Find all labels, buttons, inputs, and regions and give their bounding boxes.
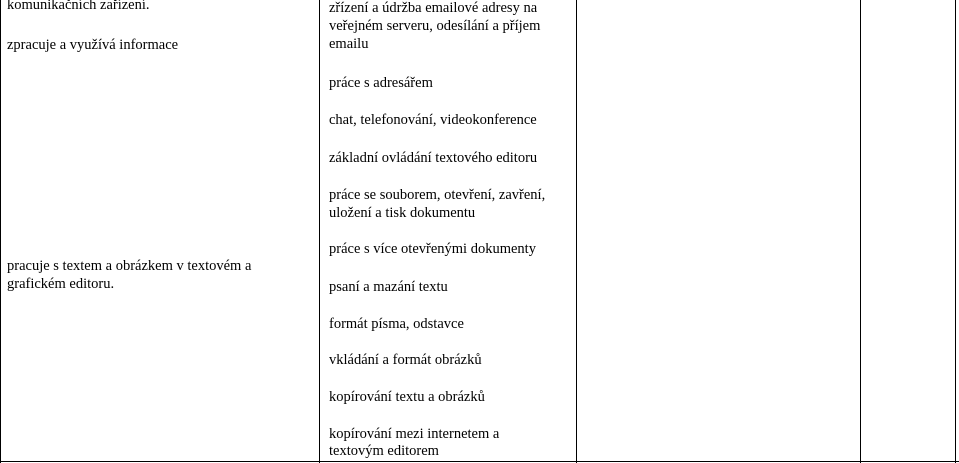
topic-item: psaní a mazání textu — [329, 279, 448, 295]
topic-item-continued: veřejném serveru, odesílání a příjem — [329, 18, 541, 34]
column-divider-3 — [860, 0, 861, 463]
table-border-left — [0, 0, 1, 463]
column-divider-2 — [576, 0, 577, 463]
topic-item: základní ovládání textového editoru — [329, 150, 538, 166]
topic-item-continued: uložení a tisk dokumentu — [329, 205, 476, 221]
table-border-bottom — [0, 461, 959, 462]
column-divider-1 — [319, 0, 320, 463]
competency-text-continued: grafickém editoru. — [7, 276, 115, 292]
topic-item: práce s adresářem — [329, 75, 433, 91]
topic-item: formát písma, odstavce — [329, 316, 464, 332]
topic-item: práce se souborem, otevření, zavření, — [329, 187, 546, 203]
topic-item: práce s více otevřenými dokumenty — [329, 241, 536, 257]
competency-fragment-text: komunikačních zařízení. — [7, 0, 150, 13]
topic-item-continued: textovým editorem — [329, 443, 439, 459]
topic-item: kopírování mezi internetem a — [329, 426, 500, 442]
table-border-right — [955, 0, 956, 463]
competency-text: pracuje s textem a obrázkem v textovém a — [7, 258, 252, 274]
topic-item: chat, telefonování, videokonference — [329, 112, 537, 128]
topic-item: zřízení a údržba emailové adresy na — [329, 0, 538, 16]
topic-item: vkládání a formát obrázků — [329, 352, 482, 368]
competency-text: zpracuje a využívá informace — [7, 37, 179, 53]
topic-item-continued: emailu — [329, 36, 369, 52]
topic-item: kopírování textu a obrázků — [329, 389, 485, 405]
